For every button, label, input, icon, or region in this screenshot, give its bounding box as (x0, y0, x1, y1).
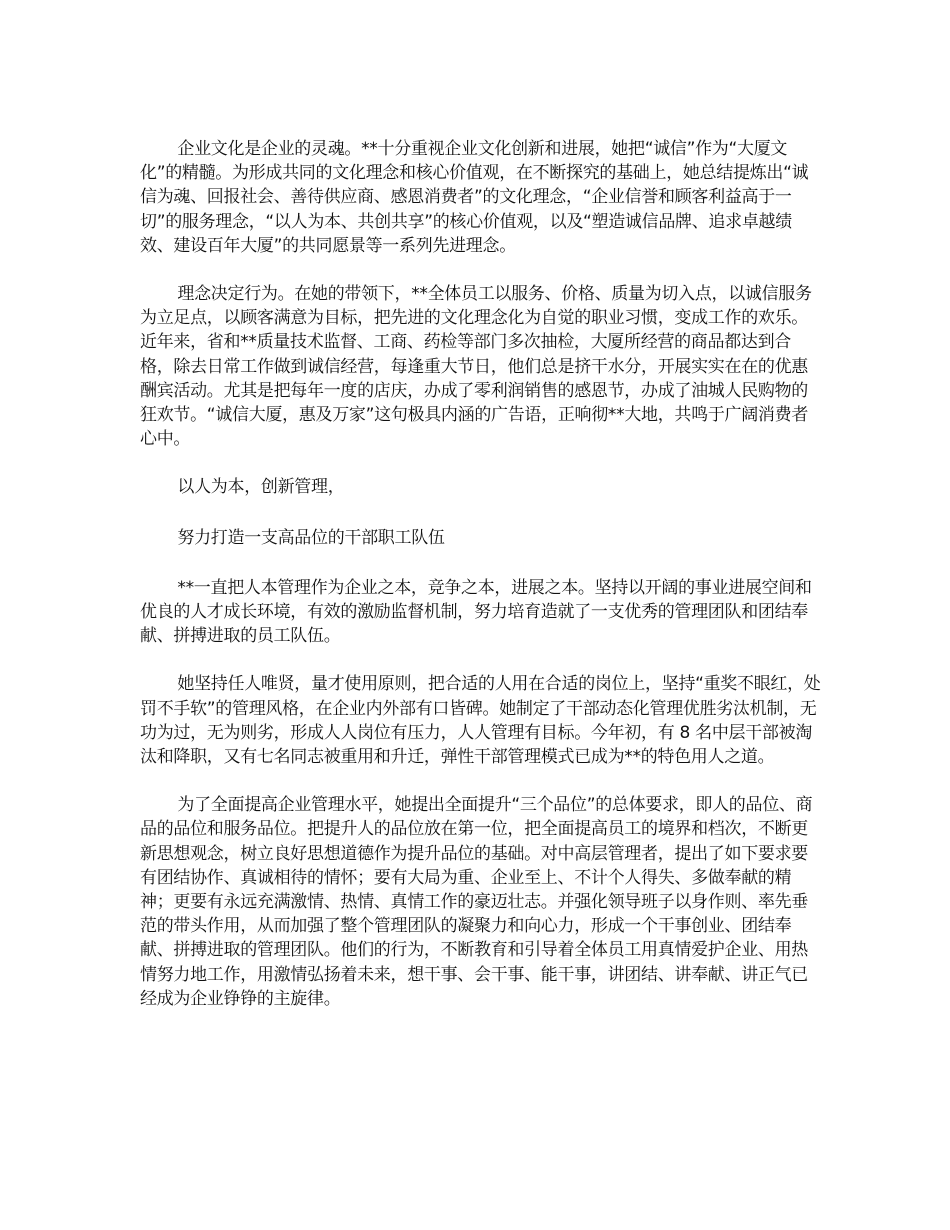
section-heading-people-oriented: 以人为本，创新管理， (177, 477, 345, 498)
document-body (140, 137, 822, 1035)
paragraph-concept-behavior: 理念决定行为。在她的带领下，**全体员工以服务、价格、质量为切入点，以诚信服务为立足点，以顾客满意为目标，把先进的文化理念化为自觉的职业习惯，变成工作的欢乐。近年来，省和**质量技术监督、工商、药检等部门多次抽检，大厦所经营的商品都达到合格，除去日常工作做到诚信经营，每逢重大节日，他们总是挤干水分，开展实实在在的优惠酬宾活动。尤其是把每年一度的店庆，办成了零利润销售的感恩节，办成了油城人民购物的狂欢节。“诚信大厦，惠及万家”这句极具内涵的广告语，正响彻**大地，共鸣于广阔消费者心中。 (140, 284, 812, 450)
paragraph-three-grades: 为了全面提高企业管理水平，她提出全面提升“三个品位”的总体要求，即人的品位、商品的品位和服务品位。把提升人的品位放在第一位，把全面提高员工的境界和档次，不断更新思想观念，树立良好思想道德作为提升品位的基础。对中高层管理者，提出了如下要求要有团结协作、真诚相待的情怀；要有大局为重、企业至上、不计个人得失、多做奉献的精神；更要有永远充满激情、热情、真情工作的豪迈壮志。并强化领导班子以身作则、率先垂范的带头作用，从而加强了整个管理团队的凝聚力和向心力，形成一个干事创业、团结奉献、拼搏进取的管理团队。他们的行为，不断教育和引导着全体员工用真情爱护企业、用热情努力地工作，用激情弘扬着未来，想干事、会干事、能干事，讲团结、讲奉献、讲正气已经成为企业铮铮的主旋律。 (140, 795, 813, 1009)
paragraph-merit-appointment: 她坚持任人唯贤，量才使用原则，把合适的人用在合适的岗位上，坚持“重奖不眼红，处罚不手软”的管理风格，在企业内外部有口皆碑。她制定了干部动态化管理优胜劣汰机制，无功为过，无为则劣，形成人人岗位有压力，人人管理有目标。今年初，有 8 名中层干部被淘汰和降职，又有七名同志被重用和升迁，弹性干部管理模式已成为**的特色用人之道。 (140, 674, 821, 768)
paragraph-corporate-culture: 企业文化是企业的灵魂。**十分重视企业文化创新和进展，她把“诚信”作为“大厦文化”的精髓。为形成共同的文化理念和核心价值观，在不断探究的基础上，她总结提炼出“诚信为魂、回报社会、善待供应商、感恩消费者”的文化理念，“企业信誉和顾客利益高于一切”的服务理念，“以人为本、共创共享”的核心价值观，以及“塑造诚信品牌、追求卓越绩效、建设百年大厦”的共同愿景等一系列先进理念。 (140, 139, 809, 256)
paragraph-human-management: **一直把人本管理作为企业之本，竞争之本，进展之本。坚持以开阔的事业进展空间和优良的人才成长环境，有效的激励监督机制，努力培育造就了一支优秀的管理团队和团结奉献、拼搏进取的员工队伍。 (140, 577, 812, 647)
section-heading-cadre-team: 努力打造一支高品位的干部职工队伍 (177, 527, 445, 548)
